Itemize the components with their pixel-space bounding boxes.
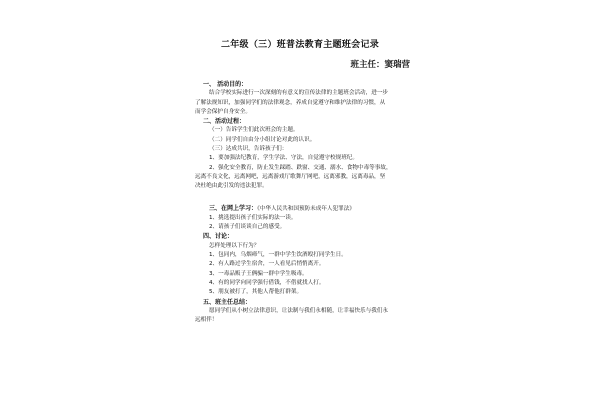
teacher-name: 班主任：窦瑞营 <box>350 60 410 70</box>
section-3-heading: 三、在网上学习： <box>209 204 258 212</box>
section-5-heading: 五、班主任总结： <box>203 298 252 306</box>
section-4-line: 怎样处理以下行为？ <box>209 242 260 249</box>
section-4-line: 4、有的同学向同学强行借钱，不借就找人打。 <box>209 279 325 286</box>
section-3-line: 1、挑选提出孩子们实际的法一读。 <box>209 214 297 221</box>
section-2-line: （一）告诉学生们此次班会的主题。 <box>209 127 299 134</box>
section-4-line: 3、一毒品贩子王俩骗一群中学生吸毒。 <box>209 270 308 277</box>
section-4-line: 5、朋友被打了，其他人帮他打群架。 <box>209 289 303 296</box>
document-title: 二年级（三）班普法教育主题班会记录 <box>220 40 380 50</box>
section-2-line: 决杜绝由此引发的违法犯罪。 <box>195 183 268 190</box>
section-4-line: 2、有人路过学生宿舍，一人看见后悄悄离开。 <box>209 261 325 268</box>
section-4-line: 1、包同内，乌烟瘴气，一群中学生饮酒殴打同学生日。 <box>209 252 347 259</box>
section-2-line: （二）同学们自由分小组讨论对此的认识。 <box>209 136 316 143</box>
section-2-line: （三）达成共识，告诉孩子们： <box>209 146 288 153</box>
document-body <box>195 80 410 325</box>
section-1-line: 而学会保护自身安全。 <box>195 108 251 115</box>
section-2-line: 1、要加强法纪教育，学生学法、守法，自觉遵守校规班纪。 <box>209 155 358 162</box>
section-1-heading: 一、 活动目的： <box>203 81 248 88</box>
section-5-line: 远相伴！ <box>195 317 218 324</box>
section-3-line: 2、请孩子们谈谈自己的感受。 <box>209 224 286 231</box>
section-3-heading-row <box>195 204 410 214</box>
section-3-law-title: 《中华人民共和国预防未成年人犯罪法》 <box>257 205 355 212</box>
section-4-heading: 四、讨论： <box>203 233 234 241</box>
section-2-line: 2、强化安全教育，防止发生踩踏、跌窗、交通、溺水、食物中毒等事故， <box>209 164 392 171</box>
section-1-line: 结合学校实际进行一次深刻的有意义的宣传法律的主题班会活动，进一步 <box>209 90 389 97</box>
section-5-line: 愿同学们从小树立法律意识，让法制与我们永相随，让幸福快乐与我们永 <box>209 307 389 314</box>
section-2-line: 远离不良文化，远离网吧，远离游戏厅歌舞厅网吧，远离邪教，远离毒品，坚 <box>195 173 386 180</box>
section-2-heading: 二、活动过程： <box>203 118 246 126</box>
section-1-line: 了解法规知识，加强同学们的法律观念，养成自觉遵守和维护法律的习惯，从 <box>195 99 386 106</box>
